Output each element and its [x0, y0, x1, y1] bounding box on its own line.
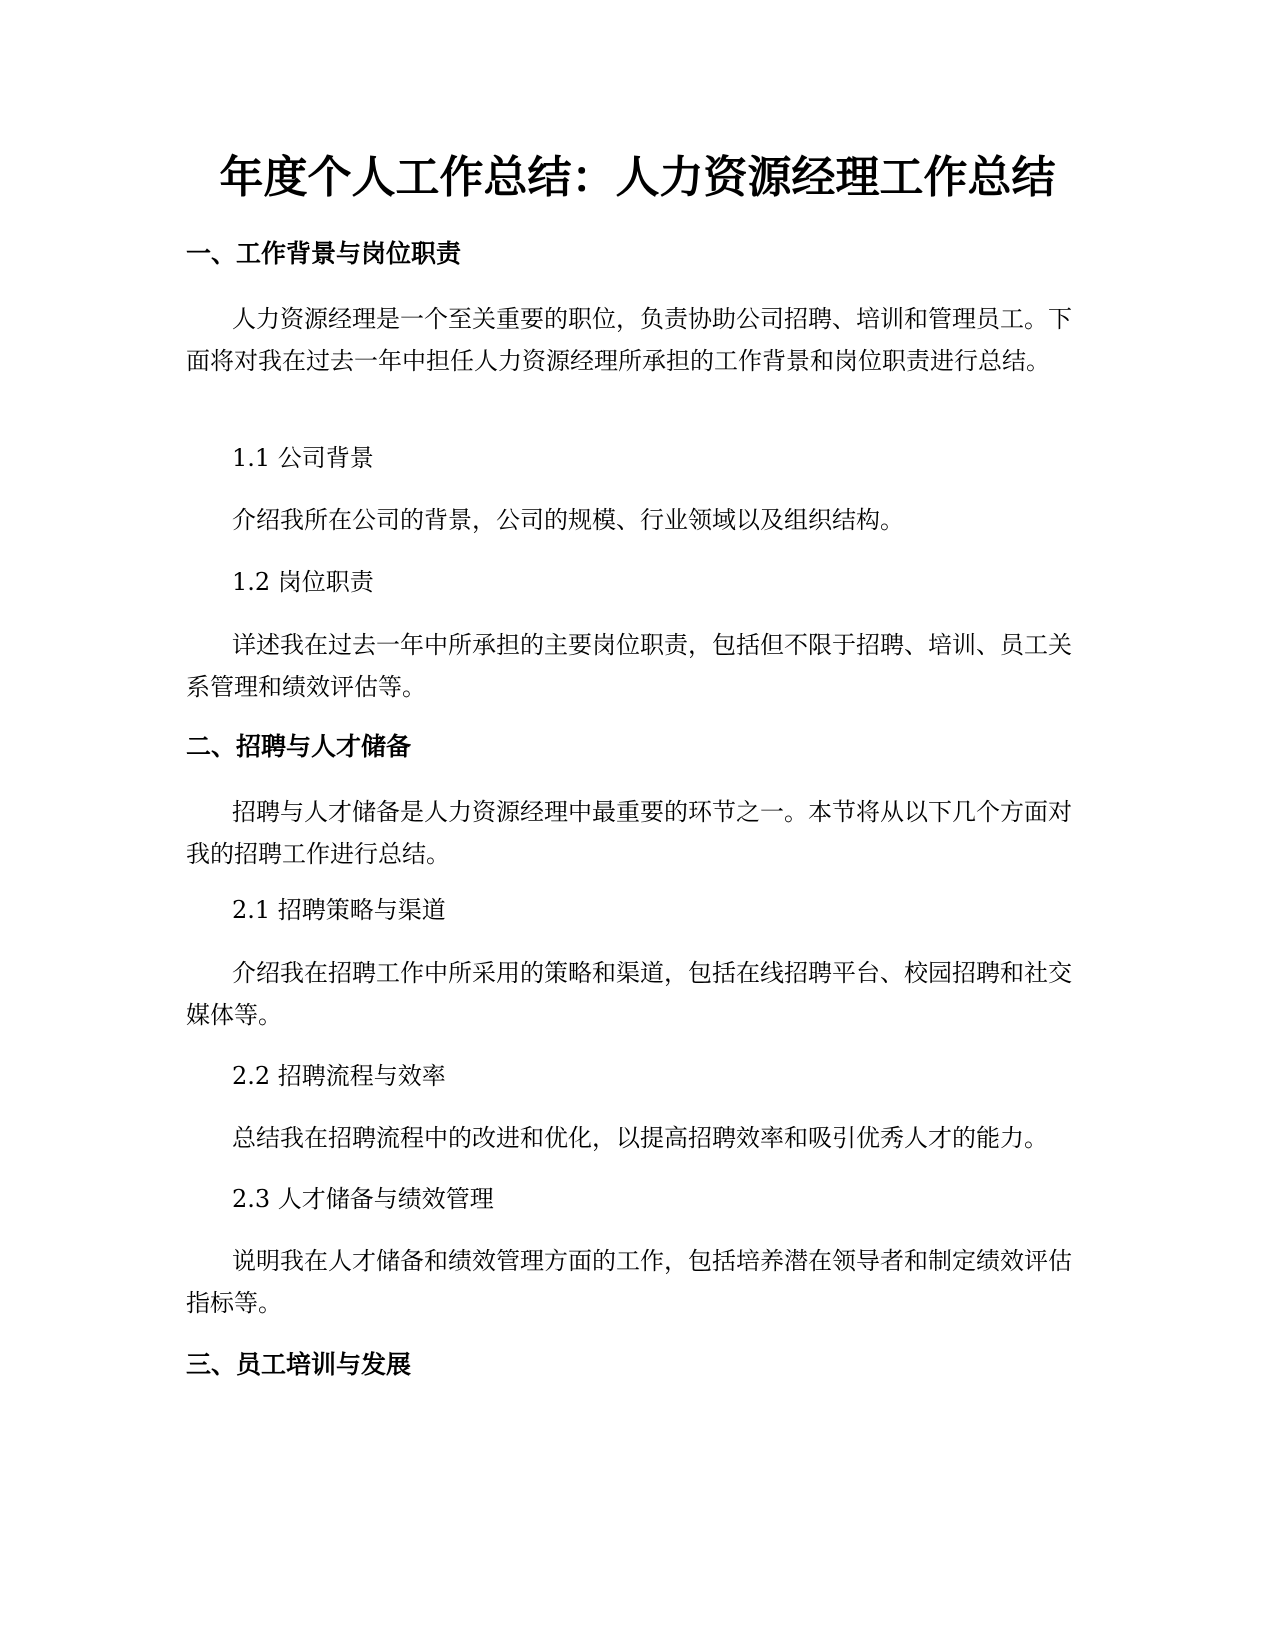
subsection-text-2-1: 介绍我在招聘工作中所采用的策略和渠道，包括在线招聘平台、校园招聘和社交媒体等。 — [186, 959, 1072, 1029]
subsection-heading-2-1: 2.1 招聘策略与渠道 — [232, 896, 446, 924]
subsection-heading-1-2: 1.2 岗位职责 — [232, 568, 374, 596]
section-2-intro: 招聘与人才储备是人力资源经理中最重要的环节之一。本节将从以下几个方面对我的招聘工作进行总结。 — [186, 798, 1072, 868]
subsection-heading-2-2: 2.2 招聘流程与效率 — [232, 1062, 446, 1090]
subsection-text-2-2: 总结我在招聘流程中的改进和优化，以提高招聘效率和吸引优秀人才的能力。 — [232, 1124, 1048, 1152]
subsection-text-1-1: 介绍我所在公司的背景，公司的规模、行业领域以及组织结构。 — [232, 506, 904, 534]
section-heading-3: 三、员工培训与发展 — [186, 1350, 412, 1379]
subsection-text-2-3: 说明我在人才储备和绩效管理方面的工作，包括培养潜在领导者和制定绩效评估指标等。 — [186, 1247, 1072, 1317]
subsection-heading-2-3: 2.3 人才储备与绩效管理 — [232, 1185, 494, 1213]
subsection-text-1-2: 详述我在过去一年中所承担的主要岗位职责，包括但不限于招聘、培训、员工关系管理和绩效评估等。 — [186, 631, 1072, 701]
subsection-heading-1-1: 1.1 公司背景 — [232, 444, 374, 472]
section-1-intro: 人力资源经理是一个至关重要的职位，负责协助公司招聘、培训和管理员工。下面将对我在过去一年中担任人力资源经理所承担的工作背景和岗位职责进行总结。 — [186, 305, 1072, 375]
document-title: 年度个人工作总结：人力资源经理工作总结 — [219, 152, 1056, 203]
section-heading-2: 二、招聘与人才储备 — [186, 732, 412, 761]
section-heading-1: 一、工作背景与岗位职责 — [186, 239, 462, 268]
